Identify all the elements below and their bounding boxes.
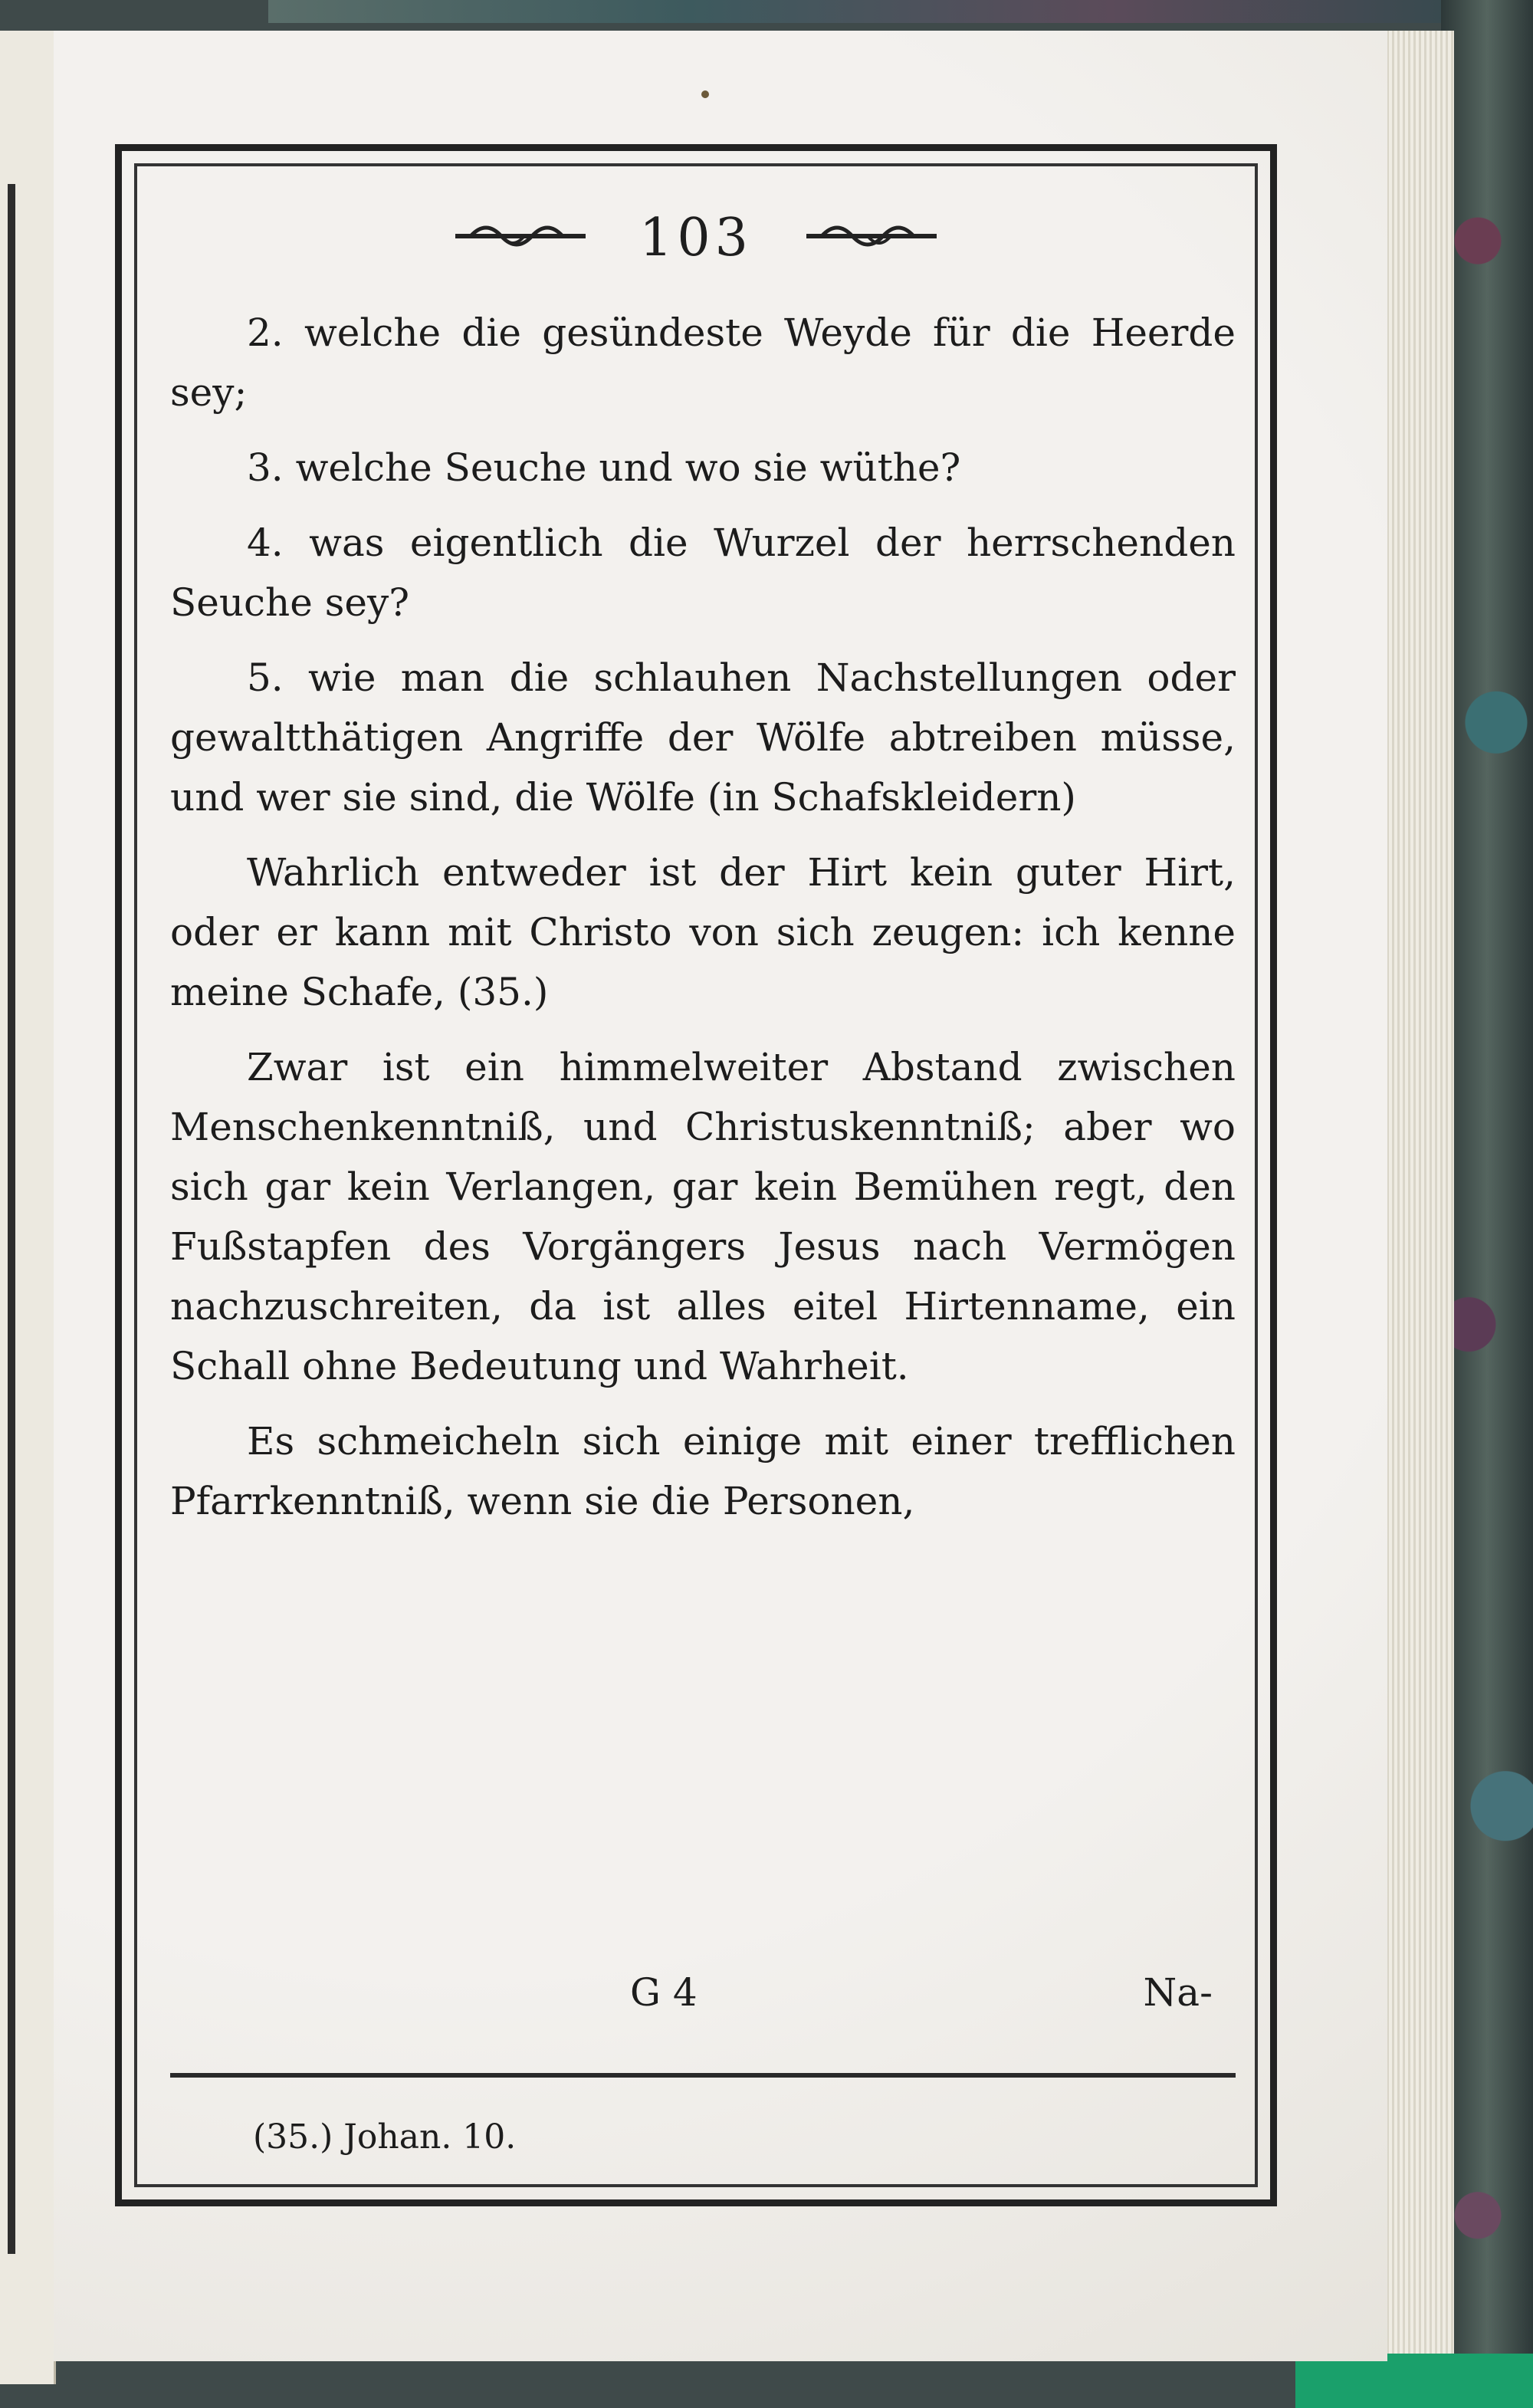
green-background-corner (1295, 2354, 1533, 2408)
paragraph-zwar: Zwar ist ein himmelweiter Abstand zwischen Menschenkenntniß, und Christuskenntniß; aber wo sich gar kein Verlangen, gar kein Bemühen regt, den Fußstapfen des Vorgängers Jesus nach Vermögen nachzuschreiten, da ist alles eitel Hirtenname, ein Schall ohne Bedeutung und Wahrheit. (170, 1045, 1236, 1388)
paragraph-wahrlich: Wahrlich entweder ist der Hirt kein guter Hirt, oder er kann mit Christo von sich zeugen: ich kenne meine Schafe, (35.) (170, 850, 1236, 1014)
list-item-5: 5. wie man die schlauhen Nachstellungen oder gewaltthätigen Angriffe der Wölfe abtreiben müsse, und wer sie sind, die Wölfe (in Schafskleidern) (170, 655, 1236, 820)
body-text (170, 303, 1236, 1546)
page-number: 103 (639, 207, 753, 268)
signature-line (170, 1970, 1236, 2024)
page-stack-edge (1380, 31, 1454, 2354)
paragraph-es-schmeicheln: Es schmeicheln sich einige mit einer trefflichen Pfarrkenntniß, wenn sie die Personen, (170, 1419, 1236, 1523)
list-item-2: 2. welche die gesündeste Weyde für die Heerde sey; (170, 310, 1236, 415)
previous-page-edge (0, 31, 56, 2384)
right-ornament-icon (806, 218, 937, 257)
marbled-cover-edge (1441, 0, 1533, 2408)
book-cover-top (268, 0, 1533, 23)
left-ornament-icon (455, 218, 586, 257)
ink-spot (701, 90, 709, 98)
footnote: (35.) Johan. 10. (253, 2117, 517, 2157)
list-item-4: 4. was eigentlich die Wurzel der herrschenden Seuche sey? (170, 521, 1236, 625)
signature-mark: G 4 (630, 1970, 698, 2015)
page-header (115, 203, 1277, 272)
list-item-3: 3. welche Seuche und wo sie wüthe? (247, 445, 961, 490)
catchword: Na- (1143, 1970, 1213, 2015)
footnote-rule (170, 2073, 1236, 2078)
